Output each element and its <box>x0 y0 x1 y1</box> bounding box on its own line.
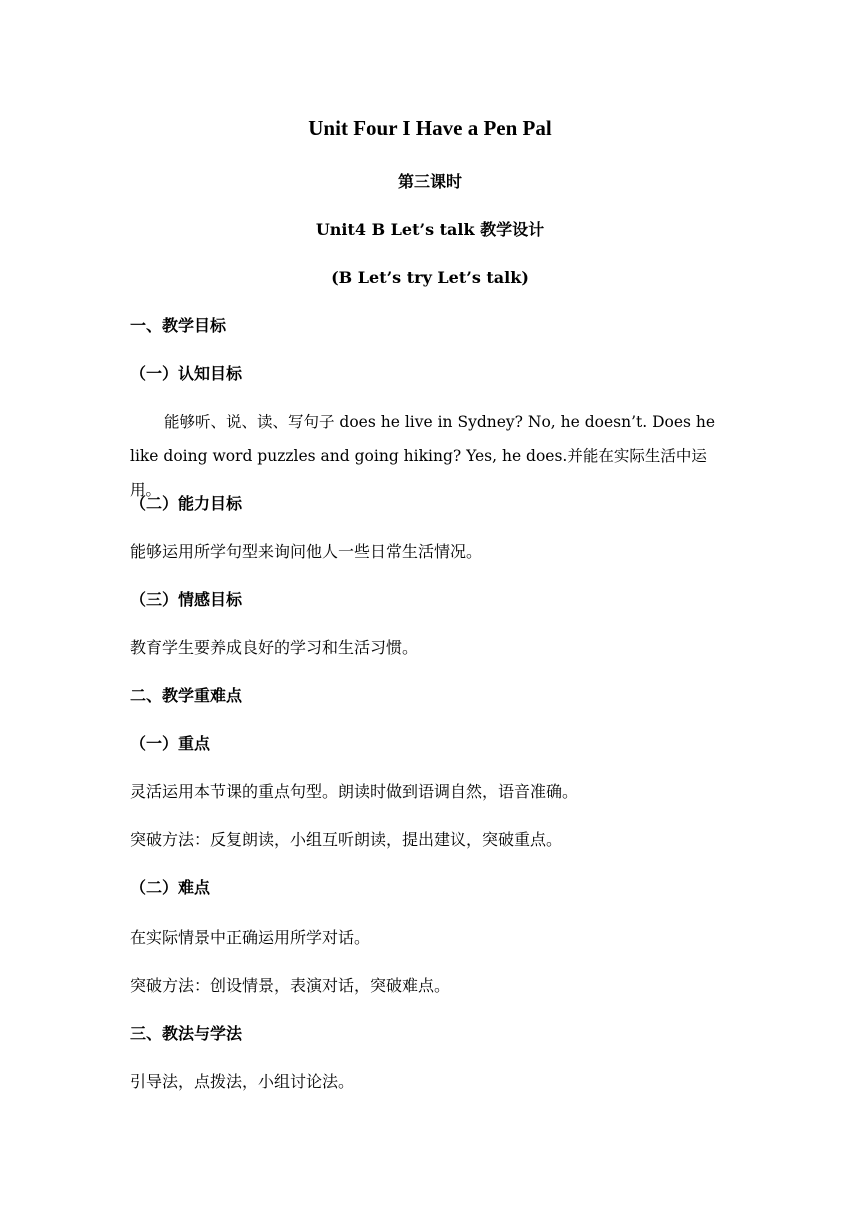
methods-text: 引导法，点拨法，小组讨论法。 <box>130 1072 355 1091</box>
difficult-point-text: 在实际情景中正确运用所学对话。 <box>130 928 371 947</box>
ability-text: 能够运用所学句型来询问他人一些日常生活情况。 <box>130 542 483 561</box>
document-title: Unit Four I Have a Pen Pal <box>308 116 552 140</box>
emotion-text: 教育学生要养成良好的学习和生活习惯。 <box>130 638 419 657</box>
ability-heading: （二）能力目标 <box>130 494 243 513</box>
emotion-heading: （三）情感目标 <box>130 590 243 609</box>
section-note: (B Let’s try Let’s talk) <box>331 268 529 287</box>
key-point-method: 突破方法：反复朗读，小组互听朗读，提出建议，突破重点。 <box>130 830 563 849</box>
key-point-heading: （一）重点 <box>130 734 211 753</box>
key-point-text: 灵活运用本节课的重点句型。朗读时做到语调自然，语音准确。 <box>130 782 579 801</box>
lesson-label: 第三课时 <box>397 172 462 191</box>
document-subtitle: Unit4 B Let’s talk 教学设计 <box>315 220 545 239</box>
difficult-point-method: 突破方法：创设情景，表演对话，突破难点。 <box>130 976 451 995</box>
objectives-heading: 一、教学目标 <box>130 316 227 335</box>
difficult-point-heading: （二）难点 <box>130 878 211 897</box>
key-difficult-heading: 二、教学重难点 <box>130 686 243 705</box>
cognitive-text: 能够听、说、读、写句子 does he live in Sydney? No, he doesn’t. Does he like doing word puzzles and going hiking? Yes, he does.并能在实际生活中运用。 <box>130 413 716 499</box>
cognitive-heading: （一）认知目标 <box>130 364 243 383</box>
methods-heading: 三、教法与学法 <box>130 1024 243 1043</box>
